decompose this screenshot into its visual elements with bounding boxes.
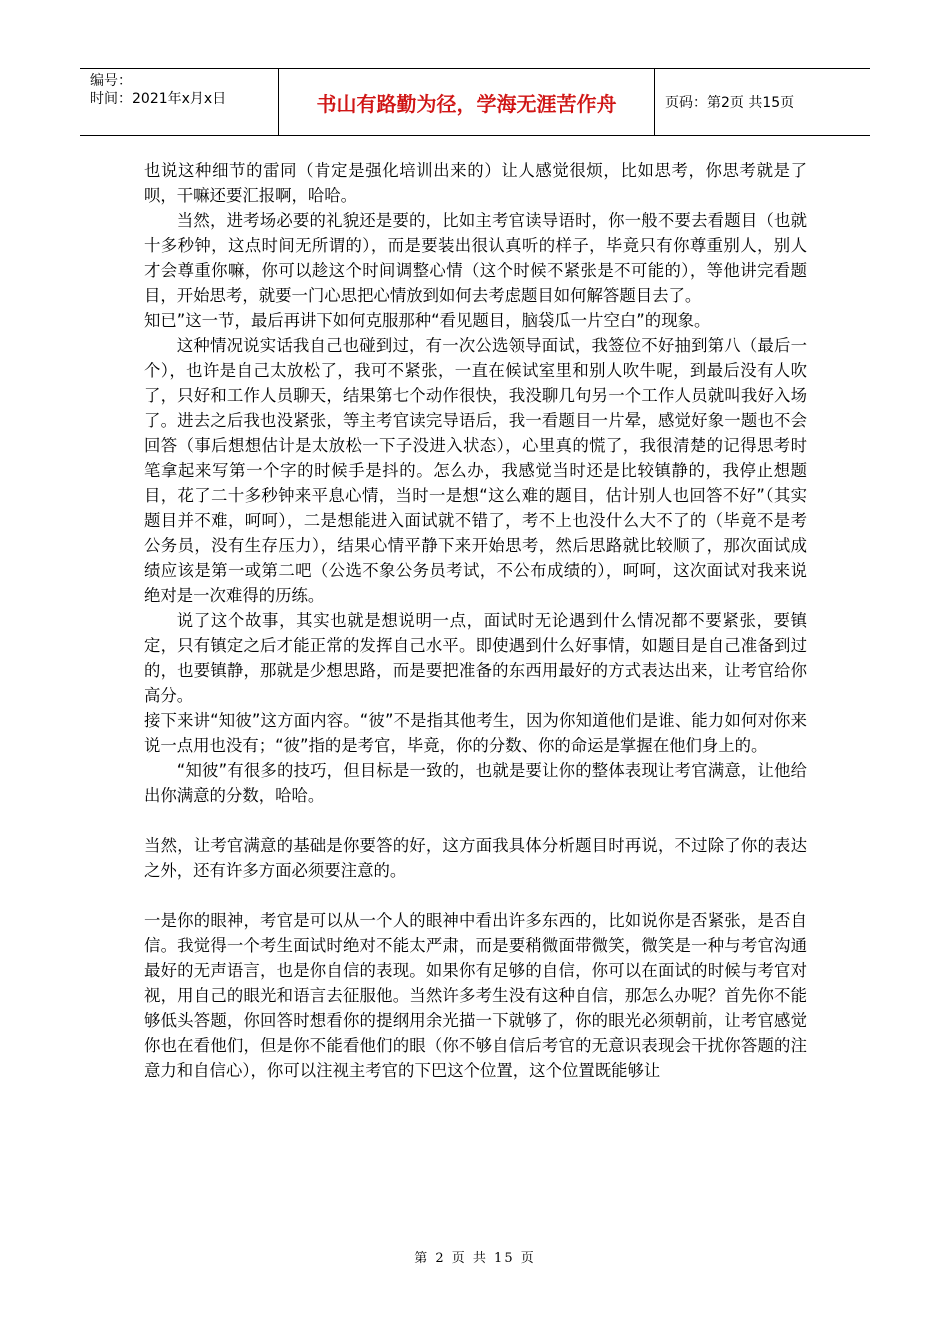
blank-line	[144, 808, 807, 833]
paragraph: 说了这个故事，其实也就是想说明一点，面试时无论遇到什么情况都不要紧张，要镇定，只有镇定之后才能正常的发挥自己水平。即使遇到什么好事情，如题目是自己准备到过的，也要镇静，那就是少想思路，而是要把准备的东西用最好的方式表达出来，让考官给你高分。	[144, 611, 807, 705]
paragraph: 当然，进考场必要的礼貌还是要的，比如主考官读导语时，你一般不要去看题目（也就十多秒钟，这点时间无所谓的），而是要装出很认真听的样子，毕竟只有你尊重别人，别人才会尊重你嘛，你可以趁这个时间调整心情（这个时候不紧张是不可能的），等他讲完看题目，开始思考，就要一门心思把心情放到如何去考虑题目如何解答题目去了。	[144, 211, 807, 305]
document-number-label: 编号：	[90, 73, 132, 89]
header-meta	[80, 69, 279, 135]
paragraph: 也说这种细节的雷同（肯定是强化培训出来的）让人感觉很烦，比如思考，你思考就是了呗，干嘛还要汇报啊，哈哈。	[144, 161, 807, 205]
paragraph: “知彼”有很多的技巧，但目标是一致的，也就是要让你的整体表现让考官满意，让他给出你满意的分数，哈哈。	[144, 761, 807, 805]
document-date: 时间：2021年x月x日	[90, 91, 227, 107]
paragraph: 当然，让考官满意的基础是你要答的好，这方面我具体分析题目时再说，不过除了你的表达之外，还有许多方面必须要注意的。	[144, 836, 807, 880]
header-page-info: 页码：第2页 共15页	[665, 95, 795, 111]
paragraph: 知已”这一节，最后再讲下如何克服那种“看见题目，脑袋瓜一片空白”的现象。	[144, 311, 711, 330]
paragraph: 接下来讲“知彼”这方面内容。“彼”不是指其他考生，因为你知道他们是谁、能力如何对你来说一点用也没有；“彼”指的是考官，毕竟，你的分数、你的命运是掌握在他们身上的。	[144, 711, 807, 755]
paragraph: 一是你的眼神，考官是可以从一个人的眼神中看出许多东西的，比如说你是否紧张，是否自信。我觉得一个考生面试时绝对不能太严肃，而是要稍微面带微笑，微笑是一种与考官沟通最好的无声语言，也是你自信的表现。如果你有足够的自信，你可以在面试的时候与考官对视，用自己的眼光和语言去征服他。当然许多考生没有这种自信，那怎么办呢？首先你不能够低头答题，你回答时想看你的提纲用余光描一下就够了，你的眼光必须朝前，让考官感觉你也在看他们，但是你不能看他们的眼（你不够自信后考官的无意识表现会干扰你答题的注意力和自信心），你可以注视主考官的下巴这个位置，这个位置既能够让	[144, 911, 807, 1080]
paragraph: 这种情况说实话我自己也碰到过，有一次公选领导面试，我签位不好抽到第八（最后一个），也许是自己太放松了，我可不紧张，一直在候试室里和别人吹牛呢，到最后没有人吹了，只好和工作人员聊天，结果第七个动作很快，我没聊几句另一个工作人员就叫我好入场了。进去之后我也没紧张，等主考官读完导语后，我一看题目一片晕，感觉好象一题也不会回答（事后想想估计是太放松一下子没进入状态），心里真的慌了，我很清楚的记得思考时笔拿起来写第一个字的时候手是抖的。怎么办，我感觉当时还是比较镇静的，我停止想题目，花了二十多秒钟来平息心情，当时一是想“这么难的题目，估计别人也回答不好”（其实题目并不难，呵呵），二是想能进入面试就不错了，考不上也没什么大不了的（毕竟不是考公务员，没有生存压力），结果心情平静下来开始思考，然后思路就比较顺了，那次面试成绩应该是第一或第二吧（公选不象公务员考试，不公布成绩的），呵呵，这次面试对我来说绝对是一次难得的历练。	[144, 336, 807, 605]
page-footer: 第 2 页 共 15 页	[414, 1251, 536, 1266]
header-motto: 书山有路勤为径，学海无涯苦作舟	[279, 69, 655, 135]
blank-line	[144, 883, 807, 908]
document-body	[144, 158, 807, 1083]
page-header	[80, 68, 870, 136]
